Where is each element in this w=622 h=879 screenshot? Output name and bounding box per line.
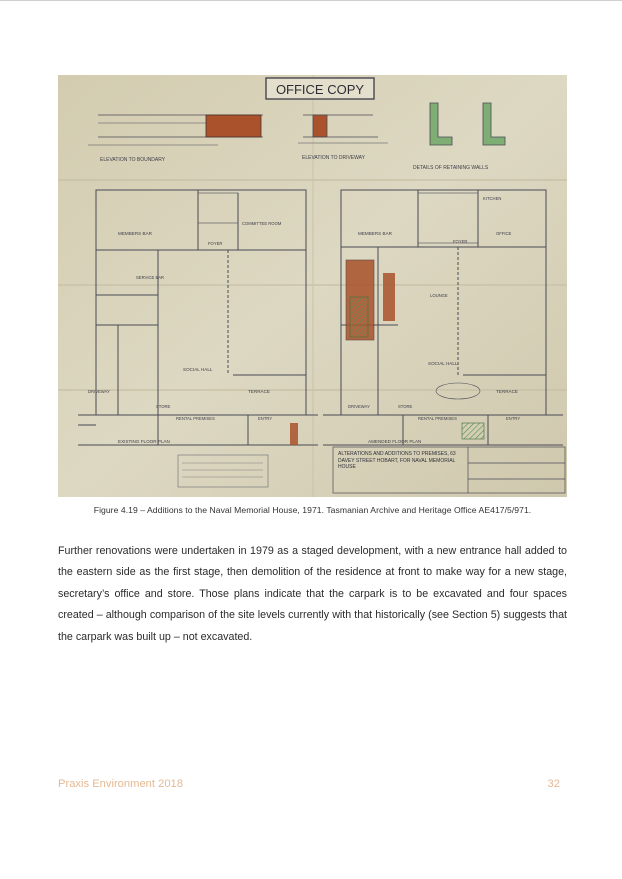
footer-page-number: 32 (547, 778, 560, 790)
terrace-left: TERRACE (248, 389, 270, 394)
kitchen: KITCHEN (483, 196, 502, 201)
existing-floor-plan-title: EXISTING FLOOR PLAN (118, 439, 170, 444)
members-bar-right: MEMBERS BAR (358, 231, 392, 236)
store-left: STORE (156, 404, 171, 409)
brick-wall (383, 273, 395, 321)
terrace-right: TERRACE (496, 389, 518, 394)
entry-left: ENTRY (258, 416, 273, 421)
members-bar-left: MEMBERS BAR (118, 231, 152, 236)
foyer-right: FOYER (453, 239, 468, 244)
retaining-walls-label: DETAILS OF RETAINING WALLS (413, 165, 489, 171)
office: OFFICE (496, 231, 512, 236)
green-addition (350, 297, 368, 337)
amended-floor-plan-title: AMENDED FLOOR PLAN (368, 439, 422, 444)
foyer-left: FOYER (208, 241, 223, 246)
rental-premises-right: RENTAL PREMISES (418, 416, 457, 421)
driveway-left: DRIVEWAY (88, 389, 110, 394)
social-hall-right: SOCIAL HALL (428, 361, 458, 366)
social-hall-left: SOCIAL HALL (183, 367, 213, 372)
page-top-rule (0, 0, 622, 1)
lounge: LOUNGE (430, 293, 448, 298)
rental-premises-left: RENTAL PREMISES (176, 416, 215, 421)
elevation-boundary-label: ELEVATION TO BOUNDARY (100, 157, 166, 163)
service-bar-left: SERVICE BAR (136, 275, 165, 280)
title-block-text: ALTERATIONS AND ADDITIONS TO PREMISES, 63 DAVEY STREET HOBART, FOR NAVAL MEMORIAL HOUSE (338, 451, 456, 470)
green-store (462, 423, 484, 439)
architectural-plan-figure (58, 75, 567, 497)
entry-right: ENTRY (506, 416, 521, 421)
committee-room: COMMITTEE ROOM (242, 221, 282, 226)
body-paragraph: Further renovations were undertaken in 1979 as a staged development, with a new entrance hall added to the eastern side as the first stage, then demolition of the residence at front to make way for a new stage, secretary’s office and store. Those plans indicate that the carpark is to be excavated and four spaces created – although comparison of the site levels currently with that historically (see Section 5) suggests that the carpark was built up – not excavated. (58, 545, 567, 643)
elevation-driveway-label: ELEVATION TO DRIVEWAY (302, 155, 365, 161)
footer-publisher: Praxis Environment 2018 (58, 778, 183, 790)
office-copy-stamp: OFFICE COPY (275, 82, 365, 97)
floor-plan-drawing (58, 75, 567, 497)
store-right: STORE (398, 404, 413, 409)
driveway-right: DRIVEWAY (348, 404, 370, 409)
figure-caption: Figure 4.19 – Additions to the Naval Memorial House, 1971. Tasmanian Archive and Heritage Office AE417/5/971. (93, 505, 532, 515)
brick-entry (290, 423, 298, 445)
